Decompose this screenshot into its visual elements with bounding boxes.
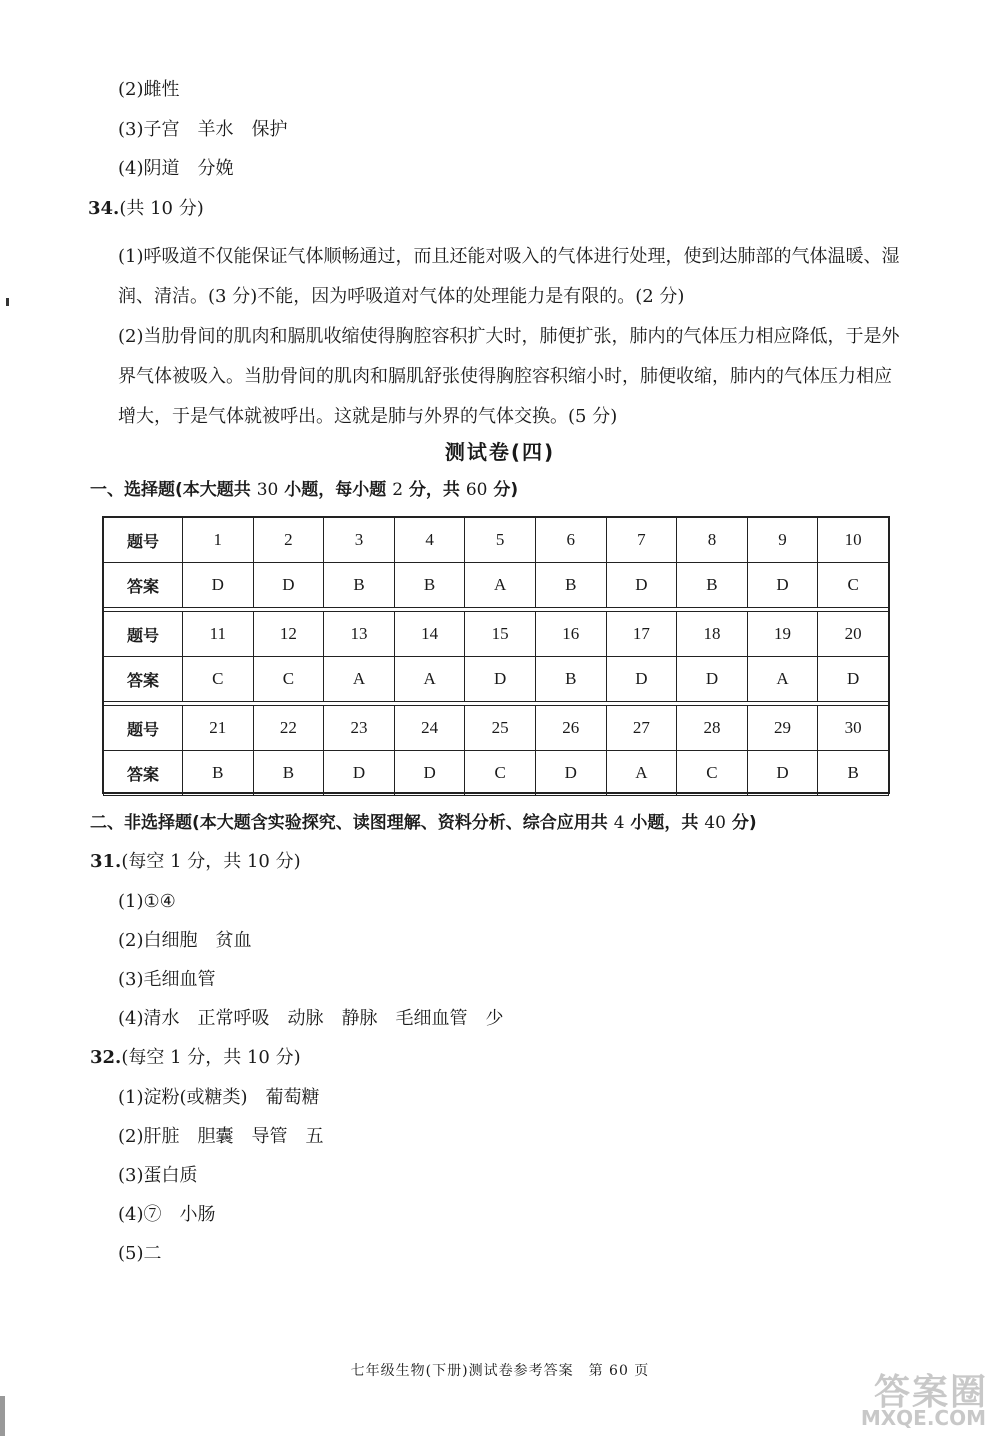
q32-note: (每空 1 分，共 10 分) [121,1047,301,1068]
q31-header [90,850,301,874]
table-row-answers: 答案 C C A A D B D D A D [104,657,889,702]
q33-answer-2: (2)雌性 [118,79,180,100]
q32-answer-5: (5)二 [118,1243,162,1264]
q32-answer-4: (4)⑦ 小肠 [118,1204,216,1225]
q34-part-1: (1)呼吸道不仅能保证气体顺畅通过，而且还能对吸入的气体进行处理，使到达肺部的气体温暖、湿润、清洁。(3 分)不能，因为呼吸道对气体的处理能力是有限的。(2 分) [118,246,900,307]
q32-number: 32. [90,1047,122,1068]
table-row-answers: 答案 D D B B A B D B D C [104,563,889,608]
edge-mark [0,1396,5,1436]
q31-answer-4: (4)清水 正常呼吸 动脉 静脉 毛细血管 少 [118,1008,504,1029]
q31-answer-2: (2)白细胞 贫血 [118,930,252,951]
q33-answer-4: (4)阴道 分娩 [118,158,234,179]
answer-table-block-2 [103,611,889,702]
q32-answer-2: (2)肝脏 胆囊 导管 五 [118,1126,324,1147]
q33-answer-3: (3)子宫 羊水 保护 [118,119,288,140]
margin-mark [6,298,9,306]
q32-answer-1: (1)淀粉(或糖类) 葡萄糖 [118,1087,320,1108]
q34-number: 34. [88,198,120,219]
q34-part-2: (2)当肋骨间的肌肉和膈肌收缩使得胸腔容积扩大时，肺便扩张，肺内的气体压力相应降低，于是外界气体被吸入。当肋骨间的肌肉和膈肌舒张使得胸腔容积缩小时，肺便收缩，肺内的气体压力相应增大，于是气体就被呼出。这就是肺与外界的气体交换。(5 分) [118,326,900,427]
q32-header [90,1046,301,1070]
q34-header [88,197,204,221]
answer-table-block-1 [103,517,889,608]
watermark-url: MXQE.COM [860,1406,986,1430]
watermark-text: 答案圈 [873,1372,988,1413]
table-row-answers: 答案 B B D D C D A C D B [104,751,889,796]
table-row-numbers: 题号 11 12 13 14 15 16 17 18 19 20 [104,612,889,657]
q31-answer-1: (1)①④ [118,891,176,912]
q31-answer-3: (3)毛细血管 [118,969,216,990]
q31-number: 31. [90,851,122,872]
q34-note: (共 10 分) [119,198,204,219]
test-title: 测试卷(四) [444,440,556,464]
q31-note: (每空 1 分，共 10 分) [121,851,301,872]
table-row-numbers: 题号 1 2 3 4 5 6 7 8 9 10 [104,518,889,563]
section-2-heading: 二、非选择题(本大题含实验探究、读图理解、资料分析、综合应用共 4 小题，共 40 分) [90,813,757,833]
page-footer: 七年级生物(下册)测试卷参考答案 第 60 页 [350,1363,650,1379]
table-row-numbers: 题号 21 22 23 24 25 26 27 28 29 30 [104,706,889,751]
answer-table-block-3 [103,705,889,796]
q32-answer-3: (3)蛋白质 [118,1165,198,1186]
section-1-heading: 一、选择题(本大题共 30 小题，每小题 2 分，共 60 分) [90,480,519,500]
watermark-logo [843,1364,988,1430]
